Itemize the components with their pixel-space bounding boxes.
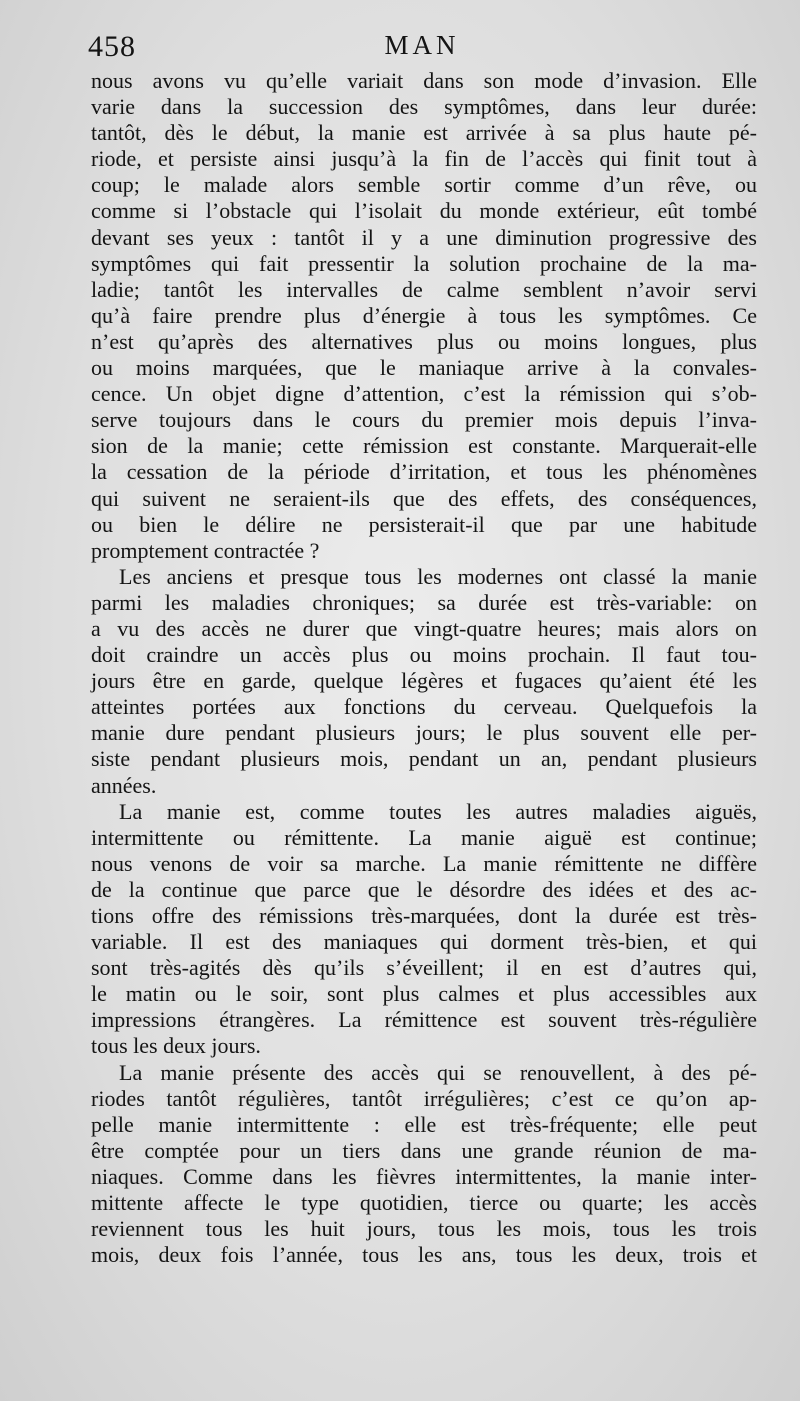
text-line: cence. Un objet digne d’attention, c’est la rémission qui s’ob- [91, 381, 757, 407]
text-line: nous venons de voir sa marche. La manie rémittente ne diffère [91, 850, 757, 876]
text-line: années. [91, 772, 157, 798]
text-line: riode, et persiste ainsi jusqu’à la fin de l’accès qui finit tout à [91, 146, 757, 172]
text-line: La manie est, comme toutes les autres maladies aiguës, [119, 798, 757, 824]
page-number: 458 [88, 30, 136, 63]
text-line: ou moins marquées, que le maniaque arrive à la convales- [91, 355, 757, 381]
text-line: Les anciens et presque tous les modernes ont classé la manie [119, 563, 757, 589]
text-line: jours être en garde, quelque légères et fugaces qu’aient été les [91, 668, 757, 694]
text-line: nous avons vu qu’elle variait dans son mode d’invasion. Elle [91, 68, 757, 93]
text-line: la cessation de la période d’irritation, et tous les phénomènes [91, 459, 757, 485]
text-line: serve toujours dans le cours du premier mois depuis l’inva- [91, 407, 757, 433]
text-line: doit craindre un accès plus ou moins prochain. Il faut tou- [91, 642, 757, 668]
text-line: coup; le malade alors semble sortir comme d’un rêve, ou [91, 172, 757, 198]
text-line: manie dure pendant plusieurs jours; le plus souvent elle per- [91, 720, 757, 746]
text-line: comme si l’obstacle qui l’isolait du monde extérieur, eût tombé [91, 198, 757, 224]
text-line: sion de la manie; cette rémission est constante. Marquerait-elle [91, 433, 757, 459]
text-line: impressions étrangères. La rémittence est souvent très-régulière [91, 1007, 757, 1033]
text-line: siste pendant plusieurs mois, pendant un an, pendant plusieurs [91, 746, 757, 772]
body-text [91, 68, 757, 1268]
text-line: La manie présente des accès qui se renouvellent, à des pé- [119, 1059, 757, 1085]
text-line: être comptée pour un tiers dans une grande réunion de ma- [91, 1137, 757, 1163]
text-line: ladie; tantôt les intervalles de calme semblent n’avoir servi [91, 276, 757, 302]
text-line: tantôt, dès le début, la manie est arrivée à sa plus haute pé- [91, 120, 757, 146]
text-line: parmi les maladies chroniques; sa durée est très-variable: on [91, 589, 757, 615]
text-line: ou bien le délire ne persisterait-il que par une habitude [91, 511, 757, 537]
text-line: tions offre des rémissions très-marquées, dont la durée est très- [91, 903, 757, 928]
text-line: reviennent tous les huit jours, tous les mois, tous les trois [91, 1216, 757, 1242]
text-line: promptement contractée ? [91, 537, 320, 563]
text-line: de la continue que parce que le désordre des idées et des ac- [91, 876, 757, 902]
text-line: devant ses yeux : tantôt il y a une diminution progressive des [91, 224, 757, 250]
text-line: le matin ou le soir, sont plus calmes et plus accessibles aux [91, 981, 757, 1007]
text-line: tous les deux jours. [91, 1033, 261, 1059]
text-line: riodes tantôt régulières, tantôt irrégulières; c’est ce qu’on ap- [91, 1085, 757, 1111]
text-line: sont très-agités dès qu’ils s’éveillent; il en est d’autres qui, [91, 955, 757, 981]
text-line: qu’à faire prendre plus d’énergie à tous les symptômes. Ce [91, 302, 757, 328]
text-line: varie dans la succession des symptômes, dans leur durée: [91, 94, 757, 120]
text-line: n’est qu’après des alternatives plus ou moins longues, plus [91, 328, 757, 354]
text-line: niaques. Comme dans les fièvres intermittentes, la manie inter- [91, 1163, 757, 1189]
text-line: mittente affecte le type quotidien, tierce ou quarte; les accès [91, 1190, 757, 1216]
text-line: pelle manie intermittente : elle est très-fréquente; elle peut [91, 1111, 757, 1137]
text-line: symptômes qui fait pressentir la solution prochaine de la ma- [91, 250, 757, 276]
text-line: intermittente ou rémittente. La manie aiguë est continue; [91, 824, 757, 850]
text-line: a vu des accès ne durer que vingt-quatre heures; mais alors on [91, 615, 757, 641]
running-head: MAN [384, 30, 460, 60]
text-line: qui suivent ne seraient-ils que des effets, des conséquences, [91, 485, 757, 511]
text-line: atteintes portées aux fonctions du cerveau. Quelquefois la [91, 694, 757, 720]
page-header [88, 30, 756, 70]
text-line: mois, deux fois l’année, tous les ans, tous les deux, trois et [91, 1242, 757, 1268]
text-line: variable. Il est des maniaques qui dorment très-bien, et qui [91, 929, 757, 955]
